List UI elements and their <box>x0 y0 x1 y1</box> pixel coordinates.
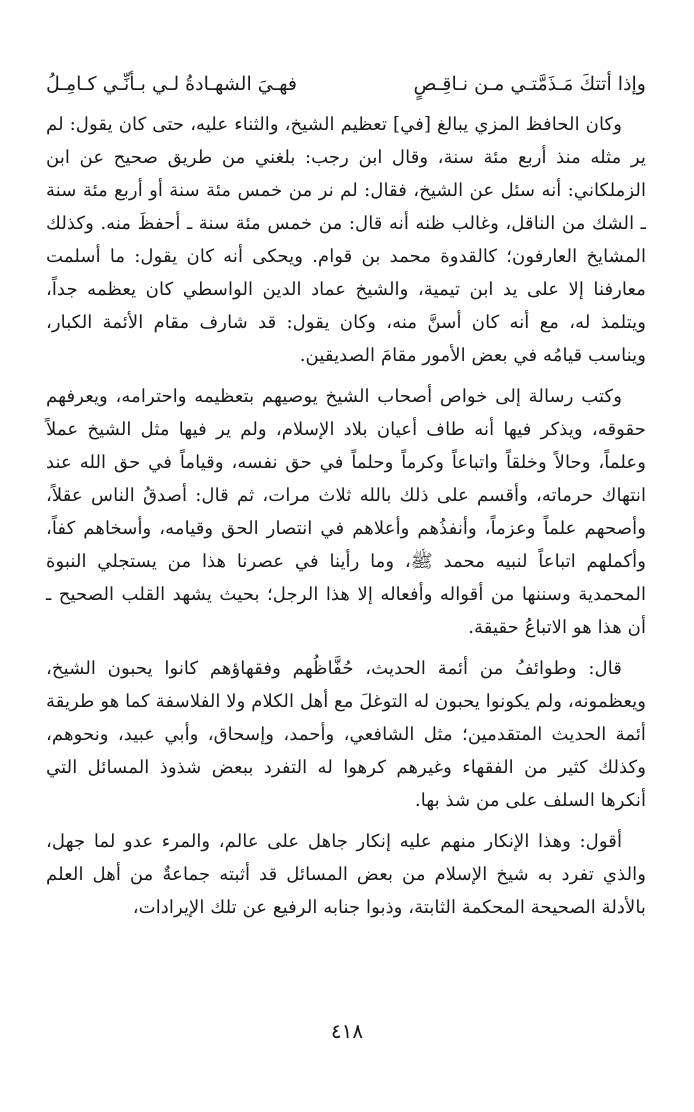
paragraph-mizzi-praise: وكان الحافظ المزي يبالغ [في] تعظيم الشيخ، والثناء عليه، حتى كان يقول: لم ير مثله منذ أربع مئة سنة، وقال ابن رجب: بلغني من طريق صحيح عن ابن الزملكاني: أنه سئل عن الشيخ، فقال: لم نر من خمس مئة سنة أو أربع مئة سنة ـ الشك من الناقل، وغالب ظنه أنه قال: من خمس مئة سنة ـ أحفظَ منه. وكذلك المشايخ العارفون؛ كالقدوة محمد بن قوام. ويحكى أنه كان يقول: ما أسلمت معارفنا إلا على يد ابن تيمية، والشيخ عماد الدين الواسطي كان يعظمه جداً، ويتلمذ له، مع أنه كان أسنَّ منه، وكان يقول: قد شارف مقام الأئمة الكبار، ويناسب قيامُه في بعض الأمور مقامَ الصديقين. <box>46 114 646 366</box>
page-number: ٤١٨ <box>330 1019 364 1043</box>
poetry-verse <box>46 64 646 104</box>
page-body <box>46 64 646 924</box>
verse-second-hemistich: فهـيَ الشهـادةُ لـي بـأنِّـي كـامِـلُ <box>46 73 298 95</box>
verse-first-hemistich: وإذا أتتكَ مَـذَمَّتـي مـن نـاقِـصٍ <box>413 73 646 95</box>
paragraph-hadith-scholars: قال: وطوائفُ من أئمة الحديث، حُفَّاظُهم وفقهاؤهم كانوا يحبون الشيخ، ويعظمونه، ولم يكونوا يحبون له التوغلَ مع أهل الكلام ولا الفلاسفة كما هو طريقة أئمة الحديث المتقدمين؛ مثل الشافعي، وأحمد، وإسحاق، وأبي عبيد، ونحوهم، وكذلك كثير من الفقهاء وغيرهم كرهوا له التفرد ببعض شذوذ المسائل التي أنكرها السلف على من شذ بها. <box>46 658 646 811</box>
paragraph-letter-to-companions: وكتب رسالة إلى خواص أصحاب الشيخ يوصيهم بتعظيمه واحترامه، ويعرفهم حقوقه، ويذكر فيها أنه طاف أعيان بلاد الإسلام، ولم ير فيها مثل الشيخ عملاً وعلماً، وحالاً وخلقاً واتباعاً وكرماً وحلماً في حق نفسه، وقياماً في حق الله عند انتهاك حرماته، وأقسم على ذلك بالله ثلاث مرات، ثم قال: أصدقُ الناس عقلاً، وأصحهم علماً وعزماً، وأنفذُهم وأعلاهم في انتصار الحق وقيامه، وأسخاهم كفاً، وأكملهم اتباعاً لنبيه محمد ﷺ، وما رأينا في عصرنا هذا من يستجلي النبوة المحمدية وسننها من أقواله وأفعاله إلا هذا الرجل؛ بحيث يشهد القلب الصحيح ـ أن هذا هو الاتباعُ حقيقة. <box>46 386 646 638</box>
paragraph-author-response: أقول: وهذا الإنكار منهم عليه إنكار جاهل على عالم، والمرء عدو لما جهل، والذي تفرد به شيخ الإسلام من بعض المسائل قد أثبته جماعةٌ من أهل العلم بالأدلة الصحيحة المحكمة الثابتة، وذبوا جنابه الرفيع عن تلك الإيرادات، <box>46 831 646 918</box>
